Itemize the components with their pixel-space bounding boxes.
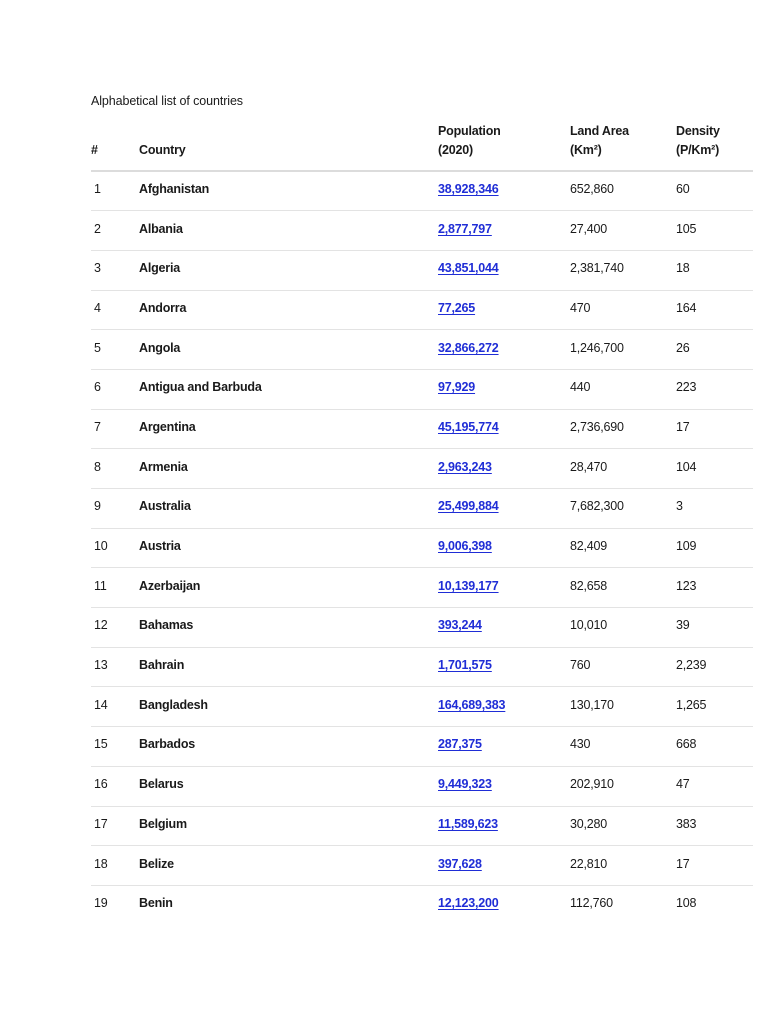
population-link[interactable]: 9,006,398	[438, 539, 492, 554]
cell-rank: 9	[91, 489, 139, 529]
cell-country: Bangladesh	[139, 687, 438, 727]
cell-density: 47	[676, 766, 753, 806]
cell-population	[438, 568, 570, 608]
table-row	[91, 806, 753, 846]
table-row	[91, 290, 753, 330]
cell-land-area: 1,246,700	[570, 330, 676, 370]
cell-population	[438, 330, 570, 370]
cell-rank: 1	[91, 171, 139, 211]
cell-population	[438, 171, 570, 211]
table-row	[91, 885, 753, 925]
table-row	[91, 528, 753, 568]
header-country-label: Country	[139, 143, 186, 157]
cell-density: 18	[676, 250, 753, 290]
cell-country: Austria	[139, 528, 438, 568]
cell-rank: 19	[94, 896, 108, 911]
header-density-line-2: (P/Km²)	[676, 143, 720, 157]
cell-land-area: 2,381,740	[570, 250, 676, 290]
table-row	[91, 727, 753, 767]
cell-population	[438, 250, 570, 290]
table-row	[91, 608, 753, 648]
table-row	[91, 449, 753, 489]
population-link[interactable]: 393,244	[438, 618, 482, 633]
cell-rank: 15	[91, 727, 139, 767]
population-link[interactable]: 25,499,884	[438, 499, 499, 514]
cell-land-area: 82,409	[570, 528, 676, 568]
cell-land-area: 760	[570, 647, 676, 687]
cell-density: 1,265	[676, 687, 753, 727]
cell-population	[438, 369, 570, 409]
cell-density: 105	[676, 211, 753, 251]
cell-rank: 10	[91, 528, 139, 568]
table-caption: Alphabetical list of countries	[91, 94, 243, 108]
cell-rank: 12	[91, 608, 139, 648]
population-link[interactable]: 1,701,575	[438, 658, 492, 673]
cell-rank: 13	[91, 647, 139, 687]
cell-rank: 4	[91, 290, 139, 330]
cell-density: 60	[676, 171, 753, 211]
cell-land-area: 28,470	[570, 449, 676, 489]
population-link[interactable]: 32,866,272	[438, 340, 499, 355]
cell-land-area: 2,736,690	[570, 409, 676, 449]
cell-rank: 11	[91, 568, 139, 608]
cell-population	[438, 290, 570, 330]
cell-country: Belize	[139, 846, 438, 886]
table-row	[91, 330, 753, 370]
header-rank	[91, 120, 139, 171]
cell-density: 3	[676, 489, 753, 529]
cell-density: 123	[676, 568, 753, 608]
cell-country: Barbados	[139, 727, 438, 767]
cell-population	[438, 727, 570, 767]
population-link[interactable]: 43,851,044	[438, 261, 499, 276]
population-link[interactable]: 10,139,177	[438, 578, 499, 593]
cell-country: Bahamas	[139, 608, 438, 648]
cell-population	[438, 885, 570, 925]
cell-country: Australia	[139, 489, 438, 529]
table-row	[91, 568, 753, 608]
population-link[interactable]: 397,628	[438, 856, 482, 871]
table-row	[91, 409, 753, 449]
population-link[interactable]: 45,195,774	[438, 419, 499, 434]
cell-rank: 17	[91, 806, 139, 846]
cell-country: Albania	[139, 211, 438, 251]
cell-population	[438, 528, 570, 568]
cell-population	[438, 608, 570, 648]
table-row	[91, 766, 753, 806]
header-rank-label: #	[91, 143, 98, 157]
header-population	[438, 120, 570, 171]
cell-country: Azerbaijan	[139, 568, 438, 608]
cell-country: Belarus	[139, 766, 438, 806]
cell-population	[438, 846, 570, 886]
population-link[interactable]: 2,963,243	[438, 459, 492, 474]
cell-country: Armenia	[139, 449, 438, 489]
cell-country: Andorra	[139, 290, 438, 330]
population-link[interactable]: 38,928,346	[438, 182, 499, 197]
cell-land-area: 30,280	[570, 806, 676, 846]
cell-rank: 8	[91, 449, 139, 489]
cell-density: 2,239	[676, 647, 753, 687]
header-country	[139, 120, 438, 171]
cell-density: 26	[676, 330, 753, 370]
cell-country: Argentina	[139, 409, 438, 449]
table-row	[91, 846, 753, 886]
cell-land-area: 82,658	[570, 568, 676, 608]
cell-population	[438, 766, 570, 806]
cell-population	[438, 647, 570, 687]
cell-land-area: 27,400	[570, 211, 676, 251]
table-row	[91, 369, 753, 409]
cell-density: 39	[676, 608, 753, 648]
population-link[interactable]: 2,877,797	[438, 221, 492, 236]
cell-rank: 14	[91, 687, 139, 727]
population-link[interactable]: 77,265	[438, 300, 476, 315]
cell-land-area: 470	[570, 290, 676, 330]
cell-country: Belgium	[139, 806, 438, 846]
cell-rank: 18	[91, 846, 139, 886]
cell-rank: 5	[91, 330, 139, 370]
header-density-line-1: Density	[676, 124, 720, 138]
cell-population	[438, 489, 570, 529]
population-link[interactable]: 11,589,623	[438, 816, 498, 831]
cell-land-area: 22,810	[570, 846, 676, 886]
cell-population	[438, 409, 570, 449]
table-header	[91, 120, 753, 171]
cell-rank: 6	[91, 369, 139, 409]
table-body	[91, 171, 753, 925]
header-land-area-line-2: (Km²)	[570, 143, 602, 157]
table-row	[91, 489, 753, 529]
header-row	[91, 120, 753, 171]
header-density	[676, 120, 753, 171]
population-link[interactable]: 97,929	[438, 380, 476, 395]
cell-land-area: 202,910	[570, 766, 676, 806]
cell-country: Afghanistan	[139, 171, 438, 211]
cell-country: Algeria	[139, 250, 438, 290]
cell-rank: 16	[91, 766, 139, 806]
cell-rank: 3	[91, 250, 139, 290]
cell-country: Benin	[139, 896, 173, 911]
cell-density: 164	[676, 290, 753, 330]
cell-population	[438, 211, 570, 251]
cell-population	[438, 806, 570, 846]
cell-population	[438, 449, 570, 489]
cell-rank: 2	[91, 211, 139, 251]
population-link[interactable]: 12,123,200	[438, 896, 499, 911]
cell-land-area: 10,010	[570, 608, 676, 648]
cell-density: 223	[676, 369, 753, 409]
population-link[interactable]: 287,375	[438, 737, 482, 752]
countries-table	[91, 120, 753, 925]
cell-land-area: 112,760	[570, 896, 613, 911]
cell-density: 108	[676, 896, 697, 911]
cell-land-area: 430	[570, 727, 676, 767]
table-row	[91, 647, 753, 687]
population-link[interactable]: 9,449,323	[438, 777, 492, 792]
cell-density: 104	[676, 449, 753, 489]
cell-density: 383	[676, 806, 753, 846]
cell-land-area: 440	[570, 369, 676, 409]
cell-land-area: 130,170	[570, 687, 676, 727]
cell-country: Antigua and Barbuda	[139, 369, 438, 409]
table-row	[91, 687, 753, 727]
table-row	[91, 250, 753, 290]
population-link[interactable]: 164,689,383	[438, 697, 506, 712]
header-land-area	[570, 120, 676, 171]
table-row	[91, 171, 753, 211]
header-population-line-1: Population	[438, 124, 501, 138]
cell-country: Angola	[139, 330, 438, 370]
header-land-area-line-1: Land Area	[570, 124, 629, 138]
cell-country: Bahrain	[139, 647, 438, 687]
cell-land-area: 652,860	[570, 171, 676, 211]
cell-population	[438, 687, 570, 727]
cell-density: 109	[676, 528, 753, 568]
cell-density: 17	[676, 846, 753, 886]
table-row	[91, 211, 753, 251]
cell-density: 17	[676, 409, 753, 449]
cell-land-area: 7,682,300	[570, 489, 676, 529]
cell-rank: 7	[91, 409, 139, 449]
header-population-line-2: (2020)	[438, 143, 473, 157]
cell-density: 668	[676, 727, 753, 767]
